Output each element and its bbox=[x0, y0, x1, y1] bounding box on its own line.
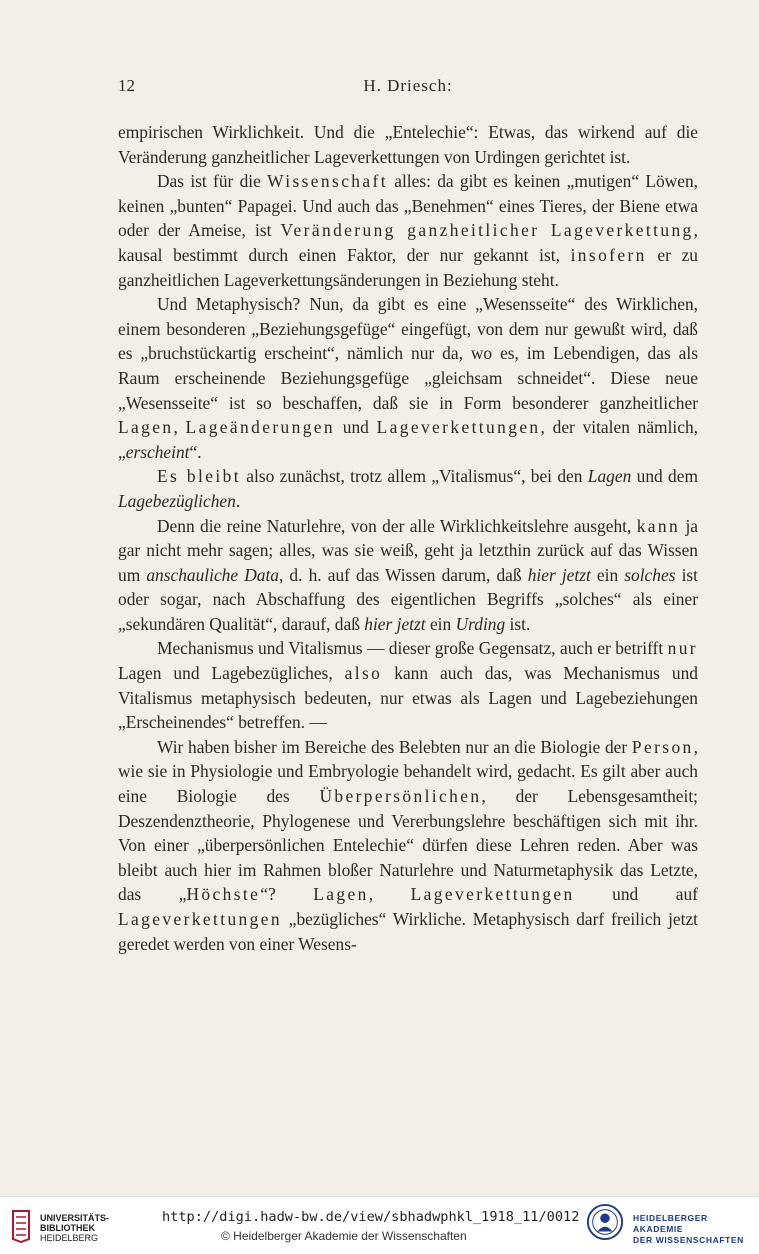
text-run: Und Metaphysisch? Nun, da gibt es eine „Wesensseite“ des Wirklichen, einem besonderen „Beziehungsgefüge“ eingefügt, von dem nur gewußt wird, daß es „bruchstückartig erscheint“, nämlich nur da, wo es, im Lebendigen, das als Raum erscheinende Beziehungsgefüge „gleichsam schneidet“. Diese neue „Wesensseite“ ist so beschaffen, daß sie in Form besonderer ganzheitlicher bbox=[118, 294, 698, 413]
text-run: , wie sie in Physiologie und Embryologie behandelt wird, gedacht. Es gilt aber auch eine Biologie des bbox=[118, 736, 698, 807]
library-name-line-1: UNIVERSITÄTS- bbox=[40, 1213, 110, 1223]
text-run: ist oder sogar, nach Abschaffung des eigentlichen Begriffs „solches“ als einer „sekundären Qualität“, darauf, daß bbox=[118, 564, 699, 634]
text-run: Denn die reine Naturlehre, von der alle Wirklichkeitslehre ausgeht, bbox=[157, 515, 637, 536]
text-run: „bezügliches“ Wirkliche. Metaphysisch darf freilich jetzt geredet werden von einer Wesens- bbox=[118, 909, 698, 954]
italic-text: solches bbox=[624, 564, 676, 585]
spaced-emphasis-text: Lageverkettungen bbox=[118, 909, 282, 929]
spaced-emphasis-text: insofern bbox=[570, 244, 647, 265]
text-run: “. bbox=[189, 441, 202, 462]
text-run: , der vitalen nämlich, „ bbox=[118, 417, 698, 462]
text-run: , d. h. auf das Wissen darum, daß bbox=[278, 564, 528, 585]
paragraph bbox=[118, 292, 698, 464]
paragraph bbox=[118, 169, 698, 292]
library-city: HEIDELBERG bbox=[40, 1233, 99, 1243]
spaced-emphasis-text: Lageverkettungen bbox=[376, 417, 541, 438]
spaced-emphasis-text: Wissenschaft bbox=[267, 171, 388, 192]
text-run: ist. bbox=[505, 613, 531, 634]
text-run: ein bbox=[425, 613, 456, 634]
body-text bbox=[118, 120, 698, 956]
text-run: und dem bbox=[631, 466, 698, 487]
italic-text: hier jetzt bbox=[527, 564, 591, 585]
spaced-emphasis-text: Veränderung ganzheitlicher Lageverkettung bbox=[280, 220, 694, 241]
spaced-emphasis-text: also bbox=[344, 663, 383, 684]
document-url-link[interactable]: http://digi.hadw-bw.de/view/sbhadwphkl_1918_11/0012 bbox=[162, 1209, 580, 1225]
italic-text: hier jetzt bbox=[364, 613, 426, 634]
text-run: kann auch das, was Mechanismus und Vitalismus metaphysisch bedeuten, nur etwas als Lagen und Lagebeziehungen „Erscheinendes“ betreffen. — bbox=[118, 663, 699, 733]
library-logo-icon bbox=[10, 1209, 32, 1243]
academy-name-line-1: HEIDELBERGER AKADEMIE bbox=[633, 1213, 708, 1234]
paragraph bbox=[118, 636, 698, 734]
spaced-emphasis-text: Lagen bbox=[313, 884, 369, 905]
text-run: Mechanismus und Vitalismus — dieser große Gegensatz, auch er betrifft bbox=[157, 638, 668, 659]
text-run: Wir haben bisher im Bereiche des Belebten nur an die Biologie der bbox=[157, 736, 632, 757]
italic-text: anschauliche Data bbox=[146, 564, 279, 585]
university-library-logo[interactable] bbox=[10, 1209, 150, 1249]
text-run: , bbox=[173, 417, 186, 438]
spaced-emphasis-text: Person bbox=[631, 736, 694, 757]
text-run: und auf bbox=[574, 884, 698, 905]
page-header bbox=[118, 76, 698, 100]
academy-seal-icon bbox=[586, 1203, 624, 1241]
library-name bbox=[40, 1213, 109, 1243]
text-run: , der Lebensgesamtheit; Deszendenztheorie, Phylogenese und Vererbungslehre beschäftigen sich mit ihr. Von einer „überpersönlichen Entelechie“ dürfen diese Lehren reden. Aber was bleibt auch hier im Rahmen bloßer Naturlehre und Naturmetaphysik das Letzte, das „ bbox=[118, 786, 698, 905]
text-run: er zu ganzheitlichen Lageverkettungsänderungen in Beziehung steht. bbox=[118, 244, 698, 290]
spaced-emphasis-text: nur bbox=[667, 638, 698, 659]
spaced-emphasis-text: Lageverkettungen bbox=[410, 884, 575, 905]
text-run: ein bbox=[590, 564, 625, 585]
italic-text: Lagen bbox=[587, 466, 632, 487]
text-run: ja gar nicht mehr sagen; alles, was sie weiß, geht ja letzthin zurück auf das Wissen um bbox=[118, 515, 698, 585]
library-name-line-2: BIBLIOTHEK bbox=[40, 1223, 95, 1233]
text-run: Lagen und Lagebezügliches, bbox=[118, 663, 345, 684]
page-number: 12 bbox=[118, 76, 135, 95]
text-run: , bbox=[368, 884, 411, 905]
paragraph bbox=[118, 735, 698, 956]
spaced-emphasis-text: Lageänderungen bbox=[185, 417, 336, 438]
text-run: also zunächst, trotz allem „Vitalismus“, bei den bbox=[240, 466, 588, 487]
text-run: alles: da gibt es keinen „mutigen“ Löwen, keinen „bunten“ Papagei. Und auch das „Benehmen“ eines Tieres, der Biene etwa oder der Ameise, ist bbox=[118, 171, 698, 241]
running-head: H. Driesch: bbox=[363, 76, 453, 95]
spaced-emphasis-text: Höchste bbox=[186, 884, 261, 905]
paragraph bbox=[118, 514, 698, 637]
spaced-emphasis-text: Lagen bbox=[118, 417, 174, 438]
italic-text: Urding bbox=[455, 613, 506, 634]
paragraph bbox=[118, 464, 698, 513]
text-run: . bbox=[235, 490, 241, 511]
paragraph bbox=[118, 120, 698, 169]
italic-text: erscheint bbox=[125, 441, 190, 462]
spaced-emphasis-text: Überpersönlichen bbox=[319, 786, 482, 807]
text-run: “? bbox=[260, 884, 314, 905]
academy-name bbox=[633, 1213, 756, 1246]
footer bbox=[0, 1196, 759, 1254]
text-run: , kausal bestimmt durch einen Faktor, der nur gekannt ist, bbox=[118, 220, 698, 265]
academy-name-line-2: DER WISSENSCHAFTEN bbox=[633, 1235, 744, 1245]
spaced-emphasis-text: kann bbox=[636, 515, 681, 536]
spaced-emphasis-text: Es bleibt bbox=[157, 466, 241, 487]
italic-text: Lagebezüglichen bbox=[118, 490, 236, 511]
text-run: Das ist für die bbox=[157, 171, 268, 192]
text-run: empirischen Wirklichkeit. Und die „Entelechie“: Etwas, das wirkend auf die Veränderung ganzheitlicher Lageverkettungen von Urdingen gerichtet ist. bbox=[118, 122, 698, 167]
copyright-notice: © Heidelberger Akademie der Wissenschaften bbox=[221, 1229, 467, 1243]
text-run: und bbox=[335, 417, 377, 438]
academy-logo[interactable] bbox=[586, 1201, 756, 1249]
